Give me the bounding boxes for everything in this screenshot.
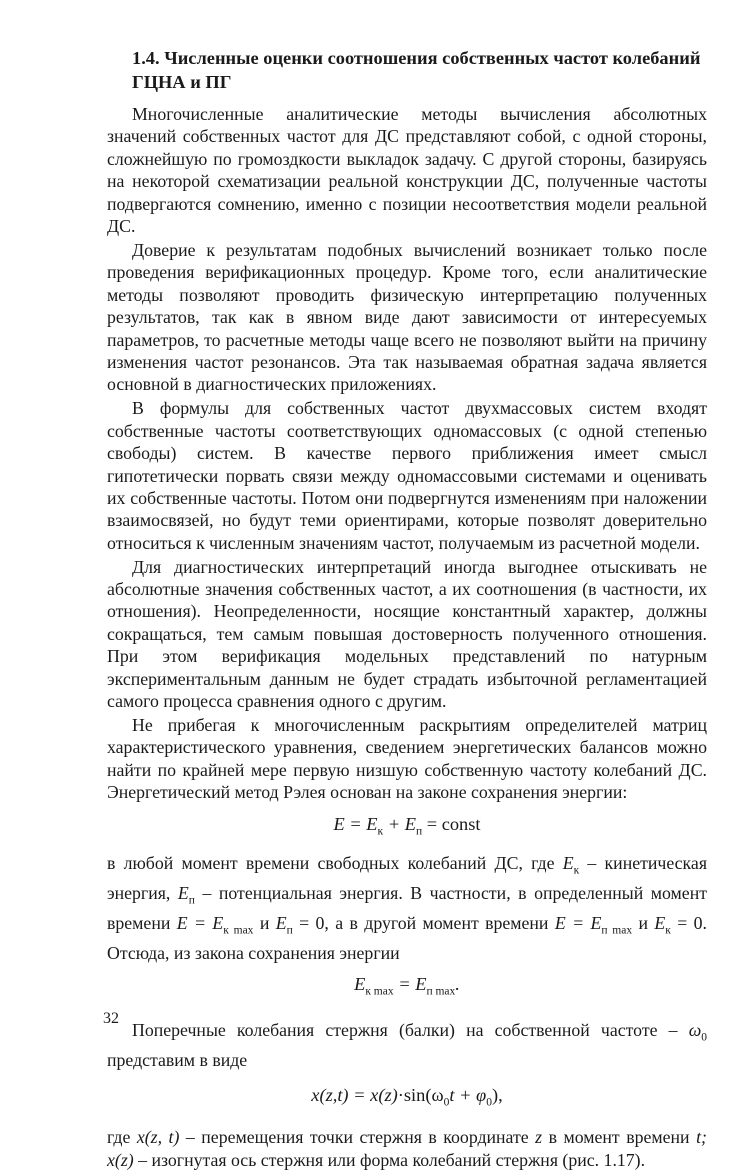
body-text <box>107 103 707 1173</box>
paragraph: Для диагностических интерпретаций иногда выгоднее отыскивать не абсолютные значения собственных частот, а их соотношения (в частности, их отношения). Неопределенности, носящие константный характер, должны сокращаться, тем самым повышая достоверность полученного отношения. При этом верификация модельных представлений по натурным экспериментальным данным не будет страдать избыточной регламентацией самого процесса сравнения одного с другим. <box>107 556 707 712</box>
section-heading <box>132 46 702 94</box>
section-title: Численные оценки соотношения собственных частот колебаний ГЦНА и ПГ <box>132 48 701 92</box>
paragraph: Многочисленные аналитические методы вычисления абсолютных значений собственных частот для ДС представляют собой, с одной стороны, сложнейшую по громоздкости выкладок задачу. С другой стороны, базируясь на некоторой схематизации реальной конструкции ДС, полученные частоты подвергаются сомнению, именно с позиции несоответствия модели реальной ДС. <box>107 104 707 237</box>
paragraph: В формулы для собственных частот двухмассовых систем входят собственные частоты соответствующих одномассовых (с одной степенью свободы) систем. В качестве первого приближения имеет смысл гипотетически порвать связи между одномассовыми системами и оценивать их собственные частоты. Потом они подвергнутся изменениям при наложении взаимосвязей, но будут теми ориентирами, которые позволят доверительно относиться к численным значениям частот, получаемым из расчетной модели. <box>107 398 707 553</box>
paragraph: Не прибегая к многочисленным раскрытиям определителей матриц характеристического уравнения, сведением энергетических балансов можно найти по крайней мере первую низшую собственную частоту колебаний ДС. Энергетический метод Рэлея основан на законе сохранения энергии: <box>107 714 707 803</box>
equation-energy-conservation: $E = E_к + E_п$ = const <box>333 813 481 838</box>
paragraph-energy-definitions: в любой момент времени свободных колебаний ДС, где $E_к$ – кинетическая энергия, $E_п$ – потенциальная энергия. В частности, в определенный момент времени $E = E_{к max}$ и $E_п = 0$, а в другой момент времени $E = E_{п max}$ и $E_к = 0$. Отсюда, из закона сохранения энергии <box>107 852 707 963</box>
paragraph-transverse-oscillations: Поперечные колебания стержня (балки) на собственной частоте – $\omega_0$ представим в виде <box>107 1020 707 1070</box>
paragraph: Доверие к результатам подобных вычислений возникает только после проведения верификационных процедур. Кроме того, если аналитические методы позволяют проводить физическую интерпретацию полученных результатов, так как в явном виде дают зависимости от интересуемых параметров, то расчетные методы чаще всего не позволяют выйти на причину изменения частот резонансов. Эта так называемая обратная задача является основной в диагностических приложениях. <box>107 239 707 395</box>
paragraph-where: где x(z, t) – перемещения точки стержня в координате z в момент времени t; x(z) – изогнутая ось стержня или форма колебаний стержня (рис. 1.17). <box>107 1127 707 1170</box>
page-number: 32 <box>103 1010 119 1027</box>
section-number: 1.4. <box>132 48 160 68</box>
equation-max-energies: $E_{к max} = E_{п max}$. <box>354 973 460 998</box>
equation-displacement: $x(z,t) = x(z)\cdot\sin(\omega_0t + \varphi_0)$, <box>311 1085 503 1110</box>
